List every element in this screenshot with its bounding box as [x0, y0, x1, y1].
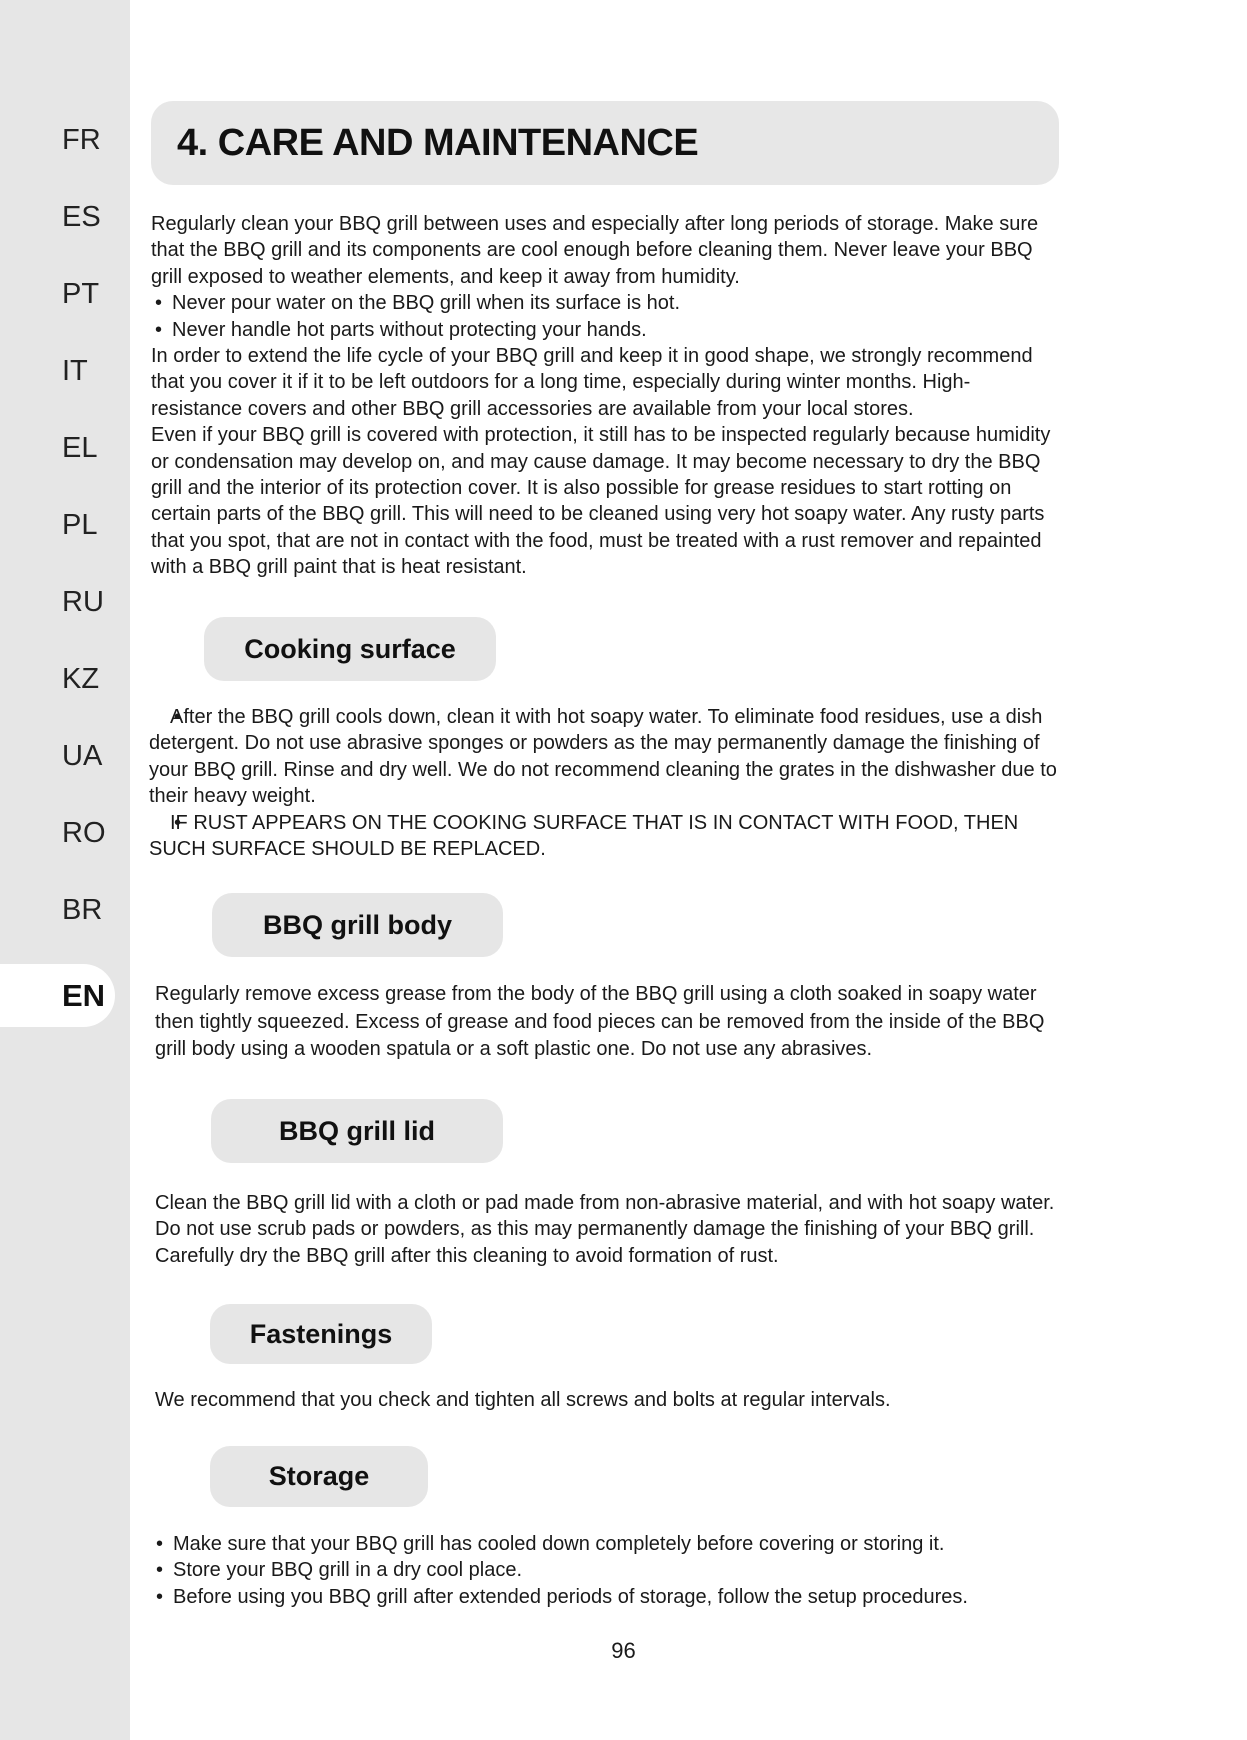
- storage-bullet-1: • Make sure that your BBQ grill has cooled down completely before covering or storing it.: [152, 1531, 1062, 1557]
- cooking-surface-bullet-2: • IF RUST APPEARS ON THE COOKING SURFACE THAT IS IN CONTACT WITH FOOD, THEN SUCH SURFACE SHOULD BE REPLACED.: [149, 810, 1061, 863]
- intro-bullet-1: • Never pour water on the BBQ grill when its surface is hot.: [151, 290, 1061, 316]
- grill-lid-heading: BBQ grill lid: [211, 1099, 503, 1163]
- storage-block: [152, 1531, 1062, 1610]
- lang-tab-ua[interactable]: UA: [62, 739, 103, 772]
- intro-block: [151, 211, 1061, 581]
- lang-tab-pt[interactable]: PT: [62, 277, 100, 310]
- section-title-box: [151, 101, 1059, 185]
- grill-body-heading: BBQ grill body: [212, 893, 503, 957]
- intro-paragraph-3: Even if your BBQ grill is covered with protection, it still has to be inspected regularly because humidity or condensation may develop on, and may cause damage. It may become necessary to dry the BBQ grill and the interior of its protection cover. It is also possible for grease residues to start rotting on certain parts of the BBQ grill. This will need to be cleaned using very hot soapy water. Any rusty parts that you spot, that are not in contact with the food, must be treated with a rust remover and repainted with a BBQ grill paint that is heat resistant.: [151, 424, 1051, 579]
- lang-tab-es[interactable]: ES: [62, 200, 101, 233]
- storage-bullet-2: • Store your BBQ grill in a dry cool place.: [152, 1557, 1062, 1583]
- lang-tab-pl[interactable]: PL: [62, 508, 98, 541]
- storage-bullet-3: • Before using you BBQ grill after extended periods of storage, follow the setup procedures.: [152, 1584, 1062, 1610]
- lang-tab-en-active[interactable]: EN: [0, 964, 115, 1027]
- fastenings-heading: Fastenings: [210, 1304, 432, 1364]
- grill-lid-text: Clean the BBQ grill lid with a cloth or pad made from non-abrasive material, and with hot soapy water. Do not use scrub pads or powders, as this may permanently damage the finishing of your BBQ grill. Carefully dry the BBQ grill after this cleaning to avoid formation of rust.: [155, 1192, 1055, 1267]
- grill-lid-block: [155, 1190, 1060, 1269]
- cooking-surface-bullet-1: • After the BBQ grill cools down, clean it with hot soapy water. To eliminate food residues, use a dish detergent. Do not use abrasive sponges or powders as the may permanently damage the finishing of your BBQ grill. Rinse and dry well. We do not recommend cleaning the grates in the dishwasher due to their heavy weight.: [149, 704, 1061, 810]
- intro-paragraph-1: Regularly clean your BBQ grill between uses and especially after long periods of storage. Make sure that the BBQ grill and its components are cool enough before cleaning them. Never leave your BBQ grill exposed to weather elements, and keep it away from humidity.: [151, 213, 1039, 288]
- page-number: 96: [611, 1638, 636, 1663]
- grill-body-text: Regularly remove excess grease from the body of the BBQ grill using a cloth soaked in soapy water then tightly squeezed. Excess of grease and food pieces can be removed from the inside of the BBQ grill body using a wooden spatula or a soft plastic one. Do not use any abrasives.: [155, 983, 1045, 1060]
- lang-tab-br[interactable]: BR: [62, 893, 103, 926]
- section-title: 4. CARE AND MAINTENANCE: [177, 121, 699, 164]
- lang-tab-it[interactable]: IT: [62, 354, 88, 387]
- lang-tab-fr[interactable]: FR: [62, 123, 101, 156]
- intro-bullet-2: • Never handle hot parts without protecting your hands.: [151, 317, 1061, 343]
- lang-tab-ro[interactable]: RO: [62, 816, 106, 849]
- fastenings-block: [155, 1387, 1065, 1413]
- lang-tab-el[interactable]: EL: [62, 431, 98, 464]
- language-sidebar: [0, 0, 130, 1740]
- cooking-surface-heading: Cooking surface: [204, 617, 496, 681]
- cooking-surface-block: [149, 704, 1061, 862]
- intro-paragraph-2: In order to extend the life cycle of your BBQ grill and keep it in good shape, we strongly recommend that you cover it if it to be left outdoors for a long time, especially during winter months. High-resistance covers and other BBQ grill accessories are available from your local stores.: [151, 345, 1033, 420]
- storage-heading: Storage: [210, 1446, 428, 1507]
- fastenings-text: We recommend that you check and tighten all screws and bolts at regular intervals.: [155, 1389, 891, 1411]
- lang-tab-ru[interactable]: RU: [62, 585, 104, 618]
- grill-body-block: [155, 981, 1065, 1064]
- lang-tab-kz[interactable]: KZ: [62, 662, 100, 695]
